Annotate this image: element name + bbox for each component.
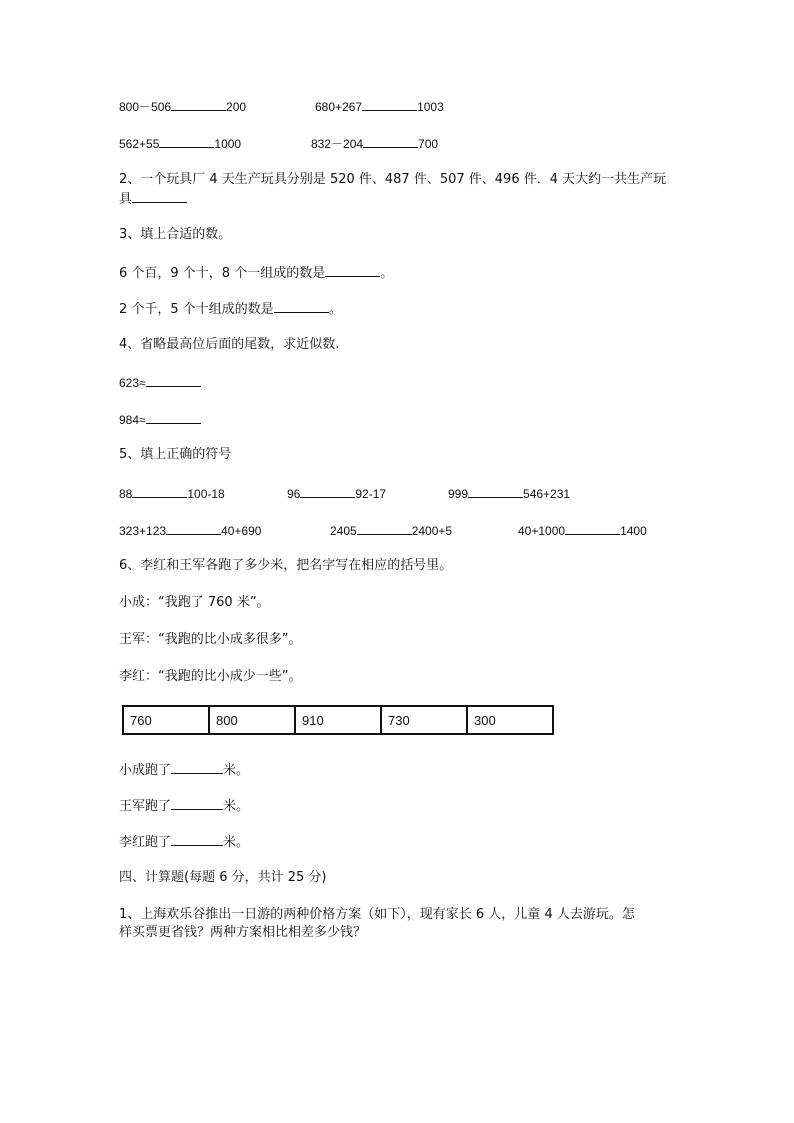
expression-left: 96 [287,487,301,501]
answer-label: 王军跑了 [119,799,172,814]
answer-blank[interactable] [274,300,329,313]
expression-right: 700 [418,137,439,151]
section-4-q1-line-2: 样买票更省钱？两种方案相比相差多少钱？ [119,925,367,940]
expression-right: 1000 [214,137,242,151]
answer-blank[interactable] [166,522,221,535]
q3-a-end: 。 [380,266,394,281]
expression-left: 323+123 [119,524,167,538]
q5-row-1-item-2 [287,485,386,502]
q5-title: 5、填上正确的符号 [119,447,232,462]
q6-wangjun-quote: 王军：“我跑的比小成多很多”。 [119,632,302,647]
q3-a-text: 6 个百，9 个十，8 个一组成的数是 [119,266,326,281]
answer-blank[interactable] [468,485,523,498]
answer-label: 小成跑了 [119,763,172,778]
q4-item-a [119,374,201,391]
q5-row-2-item-2 [330,522,452,539]
q2-line-1: 2、一个玩具厂 4 天生产玩具分别是 520 件、487 件、507 件、496 件．4 天大约一共生产玩 [119,172,667,187]
q5-row-2-item-3 [518,522,647,539]
compare-row-2-item-2 [311,135,438,152]
answer-blank[interactable] [132,190,187,203]
answer-blank[interactable] [146,411,201,424]
expression-left: 800－506 [119,100,172,114]
expression-right: 200 [226,100,247,114]
expression-left: 562+55 [119,137,160,151]
q6-answer-xiaocheng [119,761,249,779]
answer-label: 李红跑了 [119,835,172,850]
option-cell: 730 [381,706,467,734]
q4-a-text: 623≈ [119,376,146,390]
expression-right: 1400 [620,524,647,538]
table-row [123,706,553,734]
compare-row-1-item-2 [315,98,444,115]
q4-item-b [119,411,201,428]
option-cell: 910 [295,706,381,734]
expression-right: 546+231 [523,487,571,501]
answer-blank[interactable] [132,485,187,498]
expression-right: 1003 [417,100,444,114]
answer-blank[interactable] [357,522,412,535]
section-4-q1-line-1: 1、上海欢乐谷推出一日游的两种价格方案（如下），现有家长 6 人，儿童 4 人去游玩。怎 [119,907,635,922]
expression-right: 92-17 [355,487,387,501]
q5-row-1-item-3 [448,485,570,502]
answer-blank[interactable] [146,374,201,387]
compare-row-1-item-1 [119,98,246,115]
expression-left: 680+267 [315,100,363,114]
answer-unit: 米。 [223,835,250,850]
q6-answer-wangjun [119,797,249,815]
answer-blank[interactable] [171,833,223,846]
answer-blank[interactable] [171,797,223,810]
answer-blank[interactable] [565,522,620,535]
q6-title: 6、李红和王军各跑了多少米，把名字写在相应的括号里。 [119,558,453,573]
expression-right: 100-18 [187,487,225,501]
q2-line-2-text: 具 [119,192,133,207]
q3-b-text: 2 个千，5 个十组成的数是 [119,302,274,317]
q4-b-text: 984≈ [119,413,146,427]
expression-left: 88 [119,487,133,501]
compare-row-2-item-1 [119,135,241,152]
expression-right: 40+690 [221,524,262,538]
option-cell: 300 [467,706,553,734]
answer-blank[interactable] [171,98,226,111]
q5-row-2-item-1 [119,522,261,539]
q3-item-a [119,264,393,282]
option-cell: 760 [123,706,209,734]
answer-blank[interactable] [171,761,223,774]
q3-b-end: 。 [328,302,342,317]
q6-xiaocheng-quote: 小成：“我跑了 760 米”。 [119,595,270,610]
answer-blank[interactable] [363,135,418,148]
expression-left: 40+1000 [518,524,566,538]
expression-right: 2400+5 [411,524,453,538]
answer-unit: 米。 [223,799,250,814]
section-4-title: 四、计算题(每题 6 分，共计 25 分) [119,870,327,885]
answer-blank[interactable] [362,98,417,111]
expression-left: 999 [448,487,469,501]
q2-line-2 [119,190,187,208]
q6-lihong-quote: 李红：“我跑的比小成少一些”。 [119,669,302,684]
q6-options-table [122,705,554,735]
q5-row-1-item-1 [119,485,225,502]
q4-title: 4、省略最高位后面的尾数，求近似数. [119,337,340,352]
q6-answer-lihong [119,833,249,851]
answer-blank[interactable] [159,135,214,148]
q3-title: 3、填上合适的数。 [119,227,232,242]
option-cell: 800 [209,706,295,734]
answer-unit: 米。 [223,763,250,778]
answer-blank[interactable] [300,485,355,498]
expression-left: 832－204 [311,137,364,151]
expression-left: 2405 [330,524,357,538]
answer-blank[interactable] [325,264,380,277]
q3-item-b [119,300,342,318]
